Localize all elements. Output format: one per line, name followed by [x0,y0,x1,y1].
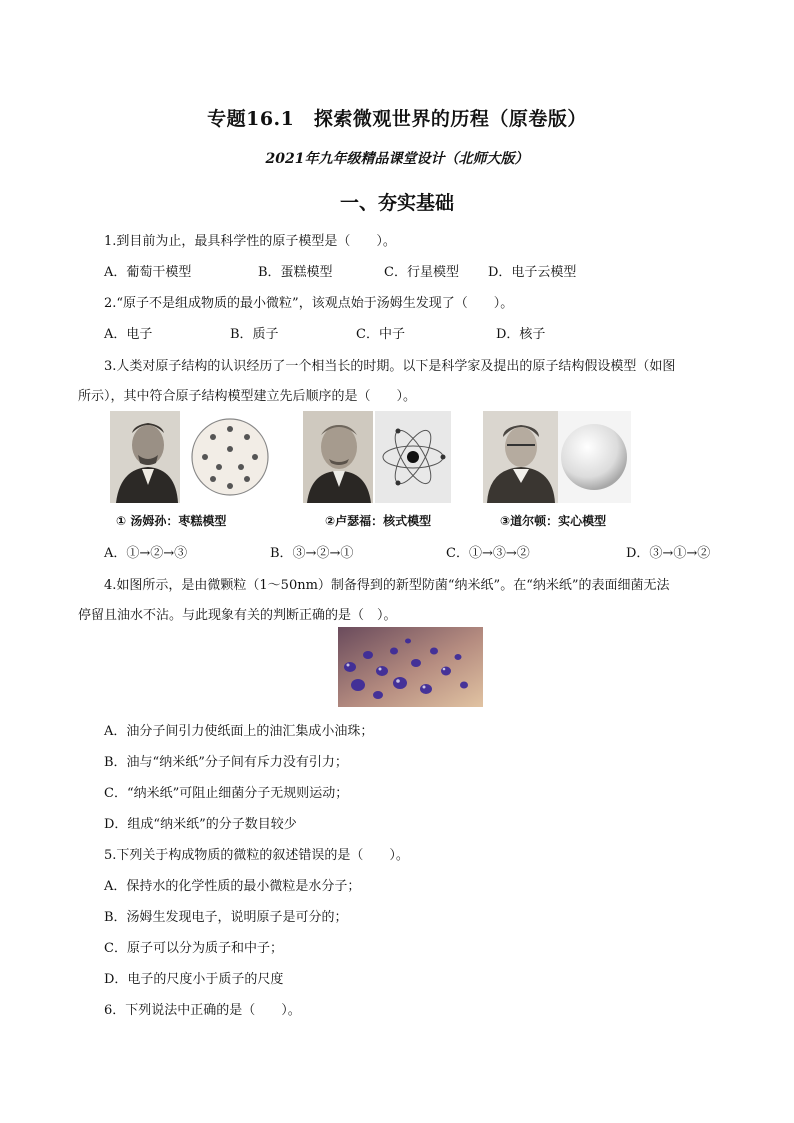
question-3-option-a: A．①→②→③ [104,546,188,561]
question-3-stem-line1: 3.人类对原子结构的认识经历了一个相当长的时期。以下是科学家及提出的原子结构假设模型（如图 [104,359,676,374]
question-4-option-d: D．组成“纳米纸”的分子数目较少 [104,817,297,832]
question-1-option-a: A．葡萄干模型 [104,265,192,280]
question-4-option-b: B．油与“纳米纸”分子间有斥力没有引力； [104,755,348,770]
question-2-option-d: D．核子 [496,327,546,342]
figure-caption-rutherford: ②卢瑟福：核式模型 [325,514,432,528]
question-1-option-d: D．电子云模型 [488,265,577,280]
solid-sphere-model-diagram [558,411,631,503]
question-5-stem: 5.下列关于构成物质的微粒的叙述错误的是（ ）。 [104,848,409,863]
figure-caption-dalton: ③道尔顿：实心模型 [500,514,607,528]
plum-pudding-model-diagram [187,411,273,503]
question-5-option-b: B．汤姆生发现电子，说明原子是可分的； [104,910,348,925]
figure-caption-thomson: ① 汤姆孙：枣糕模型 [116,514,227,528]
question-4-stem-line1: 4.如图所示，是由微颗粒（1～50nm）制备得到的新型防菌“纳米纸”。在“纳米纸”的表面细菌无法 [104,578,670,593]
dalton-portrait-image [483,411,558,503]
page-title: 专题16.1 探索微观世界的历程（原卷版） [207,108,587,130]
question-5-option-d: D．电子的尺度小于质子的尺度 [104,972,284,987]
question-2-stem: 2.“原子不是组成物质的最小微粒”，该观点始于汤姆生发现了（ ）。 [104,296,514,311]
question-1-stem: 1.到目前为止，最具科学性的原子模型是（ ）。 [104,234,396,249]
question-2-option-a: A．电子 [104,327,153,342]
thomson-portrait-image [110,411,180,503]
question-3-option-d: D．③→①→② [626,546,711,561]
question-4-option-c: C．“纳米纸”可阻止细菌分子无规则运动； [104,786,349,801]
question-5-option-c: C．原子可以分为质子和中子； [104,941,283,956]
question-2-option-b: B．质子 [230,327,279,342]
question-2-option-c: C．中子 [356,327,405,342]
question-4-option-a: A．油分子间引力使纸面上的油汇集成小油珠； [104,724,374,739]
question-3-option-b: B．③→②→① [270,546,354,561]
question-3-stem-line2: 所示），其中符合原子结构模型建立先后顺序的是（ ）。 [78,389,417,404]
page-subtitle: 2021年九年级精品课堂设计（北师大版） [265,151,529,167]
nano-paper-water-droplets-photo [338,627,483,707]
question-4-stem-line2: 停留且油水不沾。与此现象有关的判断正确的是（ ）。 [78,608,397,623]
question-3-option-c: C．①→③→② [446,546,530,561]
rutherford-portrait-image [303,411,373,503]
question-1-option-c: C．行星模型 [384,265,459,280]
nuclear-model-diagram [375,411,451,503]
section-heading: 一、夯实基础 [339,192,454,214]
question-5-option-a: A．保持水的化学性质的最小微粒是水分子； [104,879,361,894]
question-1-option-b: B．蛋糕模型 [258,265,333,280]
question-6-stem: 6．下列说法中正确的是（ ）。 [104,1003,301,1018]
